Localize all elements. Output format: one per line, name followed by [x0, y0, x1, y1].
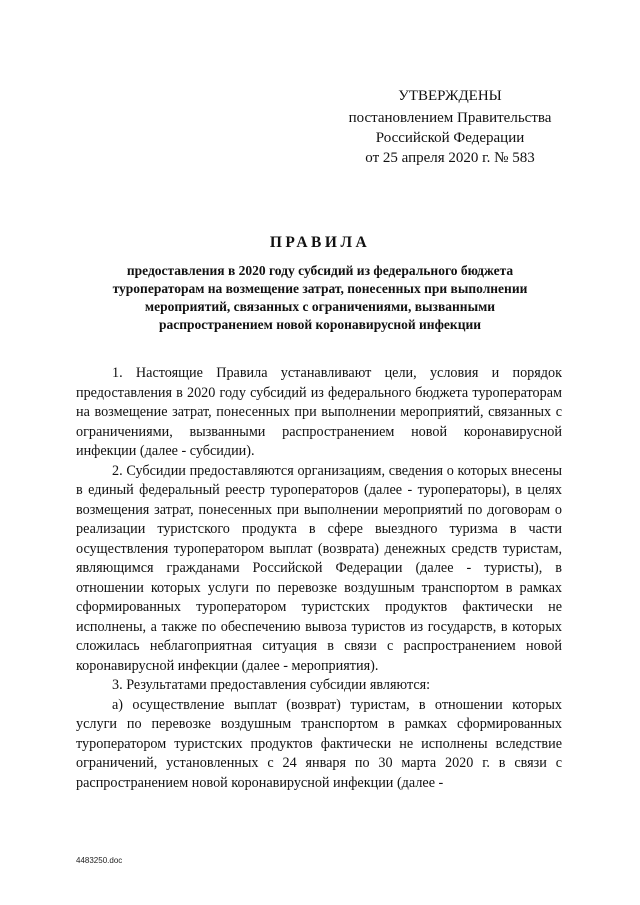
- document-subtitle: предоставления в 2020 году субсидий из федерального бюджета туроператорам на возмещение затрат, понесенных при выполнении мероприятий, связанных с ограничениями, вызванными распространением новой коронавирусной инфекции: [112, 263, 528, 332]
- approval-block: [330, 86, 570, 168]
- approval-line-2: Российской Федерации: [375, 130, 525, 146]
- document-body: [76, 364, 562, 793]
- file-name-footer: 4483250.doc: [76, 856, 123, 865]
- approval-line-3: от 25 апреля 2020 г. № 583: [365, 150, 535, 166]
- paragraph-3a: а) осуществление выплат (возврат) туристам, в отношении которых услуги по перевозке воздушным транспортом в рамках сформированных туроператором туристских продуктов фактически не исполнены вследствие ограничений, установленных с 24 января по 30 марта 2020 г. в связи с распространением новой коронавирусной инфекции (далее -: [76, 696, 562, 791]
- approval-line-1: постановлением Правительства: [348, 110, 552, 126]
- approval-heading: УТВЕРЖДЕНЫ: [398, 88, 502, 104]
- paragraph-3: 3. Результатами предоставления субсидии являются:: [112, 677, 431, 693]
- paragraph-2: 2. Субсидии предоставляются организациям, сведения о которых внесены в единый федеральный реестр туроператоров (далее - туроператоры), в целях возмещения затрат, понесенных при выполнении мероприятий по договорам о реализации туристского продукта в сфере выездного туризма в части осуществления туроператором выплат (возврата) денежных средств туристам, являющимся гражданами Российской Федерации (далее - туристы), в отношении которых услуги по перевозке воздушным транспортом в рамках сформированных туроператором туристских продуктов фактически не исполнены, а также по обеспечению вывоза туристов из государств, в которых сложилась неблагоприятная ситуация в связи с распространением новой коронавирусной инфекции (далее - мероприятия).: [76, 462, 562, 674]
- document-title: ПРАВИЛА: [269, 234, 371, 251]
- paragraph-1: 1. Настоящие Правила устанавливают цели, условия и порядок предоставления в 2020 году субсидий из федерального бюджета туроператорам на возмещение затрат, понесенных при выполнении мероприятий, связанных с ограничениями, вызванными распространением новой коронавирусной инфекции (далее - субсидии).: [76, 365, 562, 459]
